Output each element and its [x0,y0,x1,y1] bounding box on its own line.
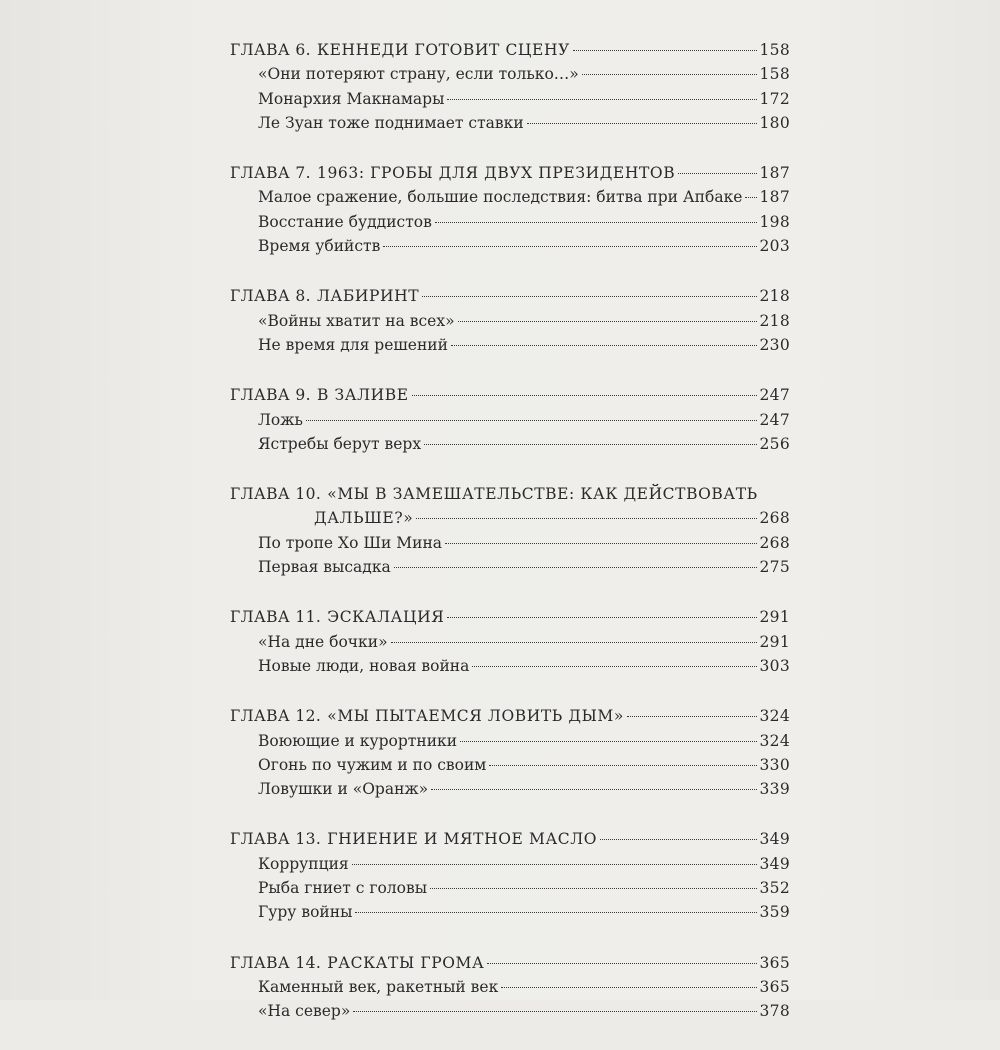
section-title: Ловушки и «Оранж» [258,780,429,799]
section-entry[interactable] [230,729,790,753]
leader-dots [422,296,756,297]
section-entry[interactable] [230,87,790,111]
chapter-number: ГЛАВА 7. [230,164,311,183]
section-entry[interactable] [230,900,790,924]
section-title: Коррупция [258,854,349,873]
section-entry[interactable] [230,185,790,209]
table-of-contents [230,38,790,1050]
chapter-number: ГЛАВА 11. [230,608,322,627]
chapter-number: ГЛАВА 12. [230,707,322,726]
leader-dots [424,444,756,445]
leader-dots [394,567,757,568]
leader-dots [460,741,756,742]
page-number: 247 [759,386,790,405]
section-entry[interactable] [230,753,790,777]
page-number: 218 [759,287,790,306]
section-title: «Войны хватит на всех» [258,311,455,330]
chapter-title: «МЫ ПЫТАЕМСЯ ЛОВИТЬ ДЫМ» [327,707,624,726]
leader-dots [445,543,756,544]
leader-dots [451,345,757,346]
section-title: Новые люди, новая война [258,656,470,675]
chapter-heading[interactable] [230,161,790,185]
section-title: Ястребы берут верх [258,434,422,453]
chapter-number: ГЛАВА 8. [230,287,311,306]
page-number: 349 [759,830,790,849]
section-entry[interactable] [230,777,790,801]
section-title: Рыба гниет с головы [258,879,428,898]
page-number: 324 [759,707,790,726]
page-number: 352 [759,879,790,898]
page-number: 349 [759,854,790,873]
page-number: 203 [759,237,790,256]
leader-dots [573,50,757,51]
page-number: 291 [759,608,790,627]
chapter-number: ГЛАВА 13. [230,830,322,849]
leader-dots [435,222,757,223]
section-title: Каменный век, ракетный век [258,977,499,996]
section-title: «На дне бочки» [258,632,388,651]
page-number: 230 [759,335,790,354]
leader-dots [412,395,757,396]
page-number: 365 [759,977,790,996]
section-entry[interactable] [230,852,790,876]
leader-dots [391,642,757,643]
leader-dots [306,420,757,421]
leader-dots [383,246,756,247]
page-number: 268 [759,533,790,552]
page-number: 180 [759,113,790,132]
section-entry[interactable] [230,62,790,86]
chapter-title: РАСКАТЫ ГРОМА [327,953,485,972]
chapter-title: «МЫ В ЗАМЕШАТЕЛЬСТВЕ: КАК ДЕЙСТВОВАТЬ [327,485,758,504]
chapter-heading-continued[interactable] [230,506,790,530]
chapter-title-continued: ДАЛЬШЕ?» [314,509,414,528]
leader-dots [352,864,757,865]
page-number: 268 [759,509,790,528]
chapter-number: ГЛАВА 10. [230,485,322,504]
leader-dots [447,99,756,100]
chapter-heading[interactable] [230,704,790,728]
section-entry[interactable] [230,630,790,654]
chapter-title: 1963: ГРОБЫ ДЛЯ ДВУХ ПРЕЗИДЕНТОВ [316,164,676,183]
leader-dots [430,888,756,889]
page-number: 324 [759,731,790,750]
chapter-block [230,284,790,357]
chapter-title: В ЗАЛИВЕ [316,386,409,405]
chapter-block [230,38,790,135]
leader-dots [501,987,756,988]
leader-dots [527,123,757,124]
leader-dots [487,963,756,964]
leader-dots [431,789,756,790]
chapter-block [230,482,790,579]
section-entry[interactable] [230,432,790,456]
chapter-block [230,161,790,258]
section-entry[interactable] [230,234,790,258]
chapter-heading[interactable] [230,383,790,407]
leader-dots [458,321,757,322]
section-entry[interactable] [230,210,790,234]
page-number: 256 [759,434,790,453]
section-entry[interactable] [230,975,790,999]
page-number: 218 [759,311,790,330]
chapter-heading[interactable] [230,284,790,308]
page-number: 187 [759,164,790,183]
chapter-block [230,383,790,456]
leader-dots [355,912,756,913]
leader-dots [489,765,756,766]
section-title: По тропе Хо Ши Мина [258,533,443,552]
chapter-title: ГНИЕНИЕ И МЯТНОЕ МАСЛО [327,830,598,849]
section-entry[interactable] [230,309,790,333]
section-entry[interactable] [230,111,790,135]
section-title: Ложь [258,410,303,429]
page-number: 198 [759,212,790,231]
section-title: Время убийств [258,237,381,256]
section-title: Монархия Макнамары [258,89,445,108]
chapter-heading[interactable] [230,38,790,62]
leader-dots [678,173,756,174]
section-entry[interactable] [230,333,790,357]
chapter-heading[interactable] [230,482,790,506]
chapter-number: ГЛАВА 9. [230,386,311,405]
section-entry[interactable] [230,876,790,900]
page-number: 339 [759,780,790,799]
page-number: 275 [759,558,790,577]
leader-dots [745,197,756,198]
leader-dots [353,1011,756,1012]
section-title: «На север» [258,1002,351,1021]
leader-dots [472,666,756,667]
page-number: 172 [759,89,790,108]
section-title: «Они потеряют страну, если только…» [258,65,579,84]
page-number: 187 [759,188,790,207]
leader-dots [627,716,757,717]
section-title: Гуру войны [258,903,353,922]
chapter-heading[interactable] [230,827,790,851]
section-entry[interactable] [230,531,790,555]
section-entry[interactable] [230,654,790,678]
chapter-heading[interactable] [230,951,790,975]
chapter-block [230,704,790,801]
leader-dots [447,617,756,618]
page-number: 359 [759,903,790,922]
chapter-block [230,605,790,678]
section-entry[interactable] [230,408,790,432]
chapter-title: ЭСКАЛАЦИЯ [327,608,445,627]
chapter-heading[interactable] [230,605,790,629]
section-title: Малое сражение, большие последствия: битва при Апбаке [258,188,743,207]
page-number: 378 [759,1002,790,1021]
page-number: 303 [759,656,790,675]
section-title: Не время для решений [258,335,448,354]
chapter-number: ГЛАВА 14. [230,953,322,972]
chapter-block [230,951,790,1024]
section-title: Огонь по чужим и по своим [258,755,487,774]
chapter-title: КЕННЕДИ ГОТОВИТ СЦЕНУ [316,41,570,59]
page-number: 247 [759,410,790,429]
page-number: 158 [759,41,790,59]
section-title: Восстание буддистов [258,212,432,231]
chapter-block [230,827,790,924]
page-number: 291 [759,632,790,651]
chapter-title: ЛАБИРИНТ [316,287,420,306]
section-title: Ле Зуан тоже поднимает ставки [258,113,524,132]
section-title: Первая высадка [258,558,391,577]
section-entry[interactable] [230,999,790,1023]
leader-dots [582,74,757,75]
section-entry[interactable] [230,555,790,579]
page-number: 365 [759,953,790,972]
page-number: 158 [759,65,790,84]
chapter-number: ГЛАВА 6. [230,41,311,59]
section-title: Воюющие и курортники [258,731,458,750]
page-number: 330 [759,755,790,774]
leader-dots [600,839,756,840]
leader-dots [416,518,756,519]
